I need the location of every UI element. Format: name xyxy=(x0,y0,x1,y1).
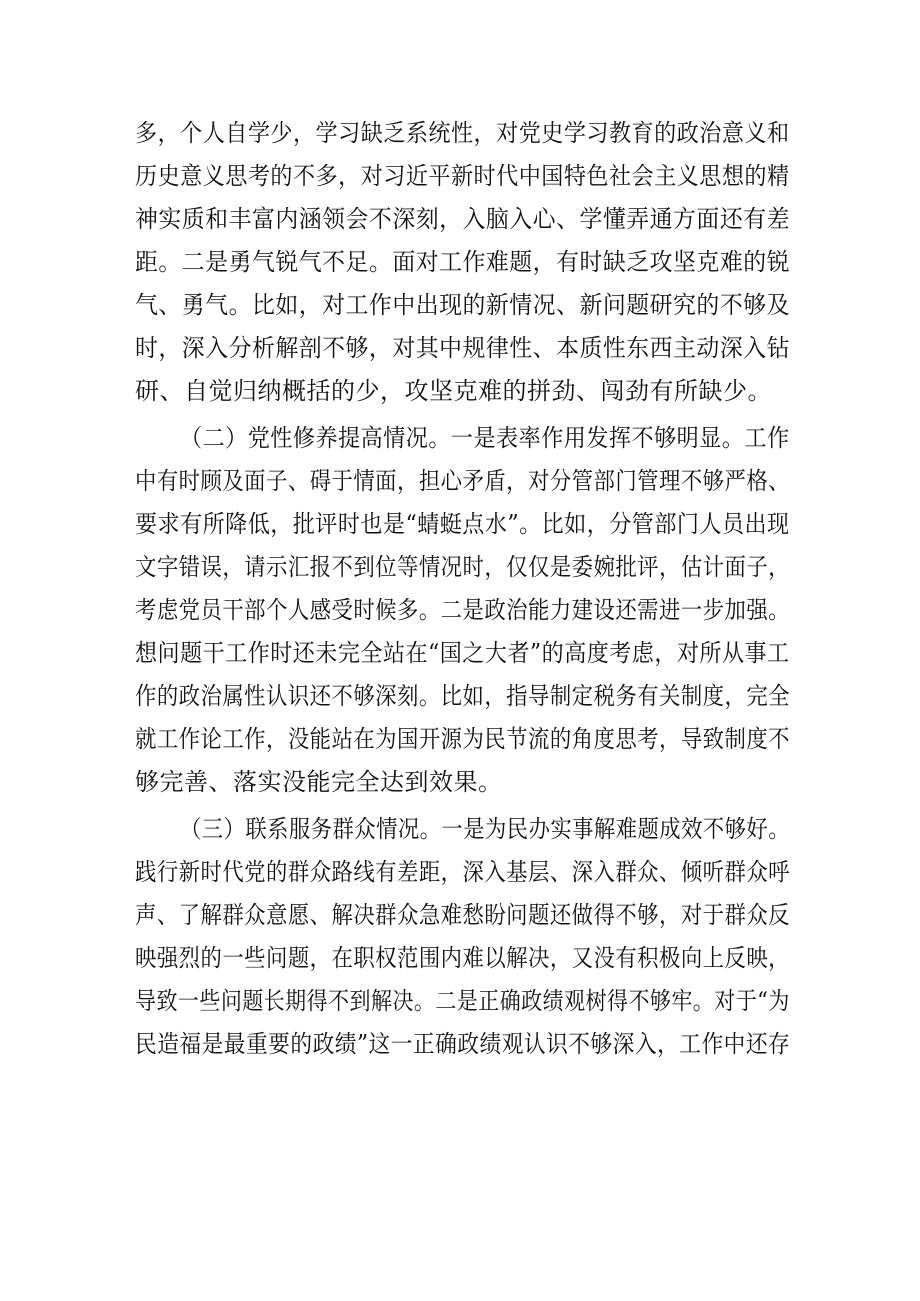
text-line: 神实质和丰富内涵领会不深刻，入脑入心、学懂弄通方面还有差 xyxy=(135,205,790,233)
text-line: 考虑党员干部个人感受时候多。二是政治能力建设还需进一步加强。 xyxy=(135,596,790,624)
text-line: 声、了解群众意愿、解决群众急难愁盼问题还做得不够，对于群众反 xyxy=(135,901,790,929)
text-line: 想问题干工作时还未完全站在“国之大者”的高度考虑，对所从事工 xyxy=(135,639,790,667)
text-line: 映强烈的一些问题，在职权范围内难以解决，又没有积极向上反映， xyxy=(135,944,790,972)
text-line: 距。二是勇气锐气不足。面对工作难题，有时缺乏攻坚克难的锐 xyxy=(135,248,790,276)
text-line: 够完善、落实没能完全达到效果。 xyxy=(135,768,503,796)
section-heading-line: （二）党性修养提高情况。一是表率作用发挥不够明显。工作 xyxy=(180,424,790,452)
text-line: 时，深入分析解剖不够，对其中规律性、本质性东西主动深入钻 xyxy=(135,334,790,362)
text-line: 践行新时代党的群众路线有差距，深入基层、深入群众、倾听群众呼 xyxy=(135,858,790,886)
text-line: 就工作论工作，没能站在为国开源为民节流的角度思考，导致制度不 xyxy=(135,725,790,753)
text-line: 研、自觉归纳概括的少，攻坚克难的拼劲、闯劲有所缺少。 xyxy=(135,377,772,405)
text-line: 多，个人自学少，学习缺乏系统性，对党史学习教育的政治意义和 xyxy=(135,119,790,147)
text-line: 历史意义思考的不多，对习近平新时代中国特色社会主义思想的精 xyxy=(135,162,790,190)
text-line: 作的政治属性认识还不够深刻。比如，指导制定税务有关制度，完全 xyxy=(135,682,790,710)
text-line: 气、勇气。比如，对工作中出现的新情况、新问题研究的不够及 xyxy=(135,291,790,319)
section-heading-line: （三）联系服务群众情况。一是为民办实事解难题成效不够好。 xyxy=(180,815,790,843)
text-line: 中有时顾及面子、碍于情面，担心矛盾，对分管部门管理不够严格、 xyxy=(135,467,790,495)
text-line: 要求有所降低，批评时也是“蜻蜓点水”。比如，分管部门人员出现 xyxy=(135,510,790,538)
text-line: 导致一些问题长期得不到解决。二是正确政绩观树得不够牢。对于“为 xyxy=(135,987,790,1015)
text-line: 文字错误，请示汇报不到位等情况时，仅仅是委婉批评，估计面子， xyxy=(135,553,790,581)
text-line: 民造福是最重要的政绩”这一正确政绩观认识不够深入，工作中还存 xyxy=(135,1030,791,1058)
